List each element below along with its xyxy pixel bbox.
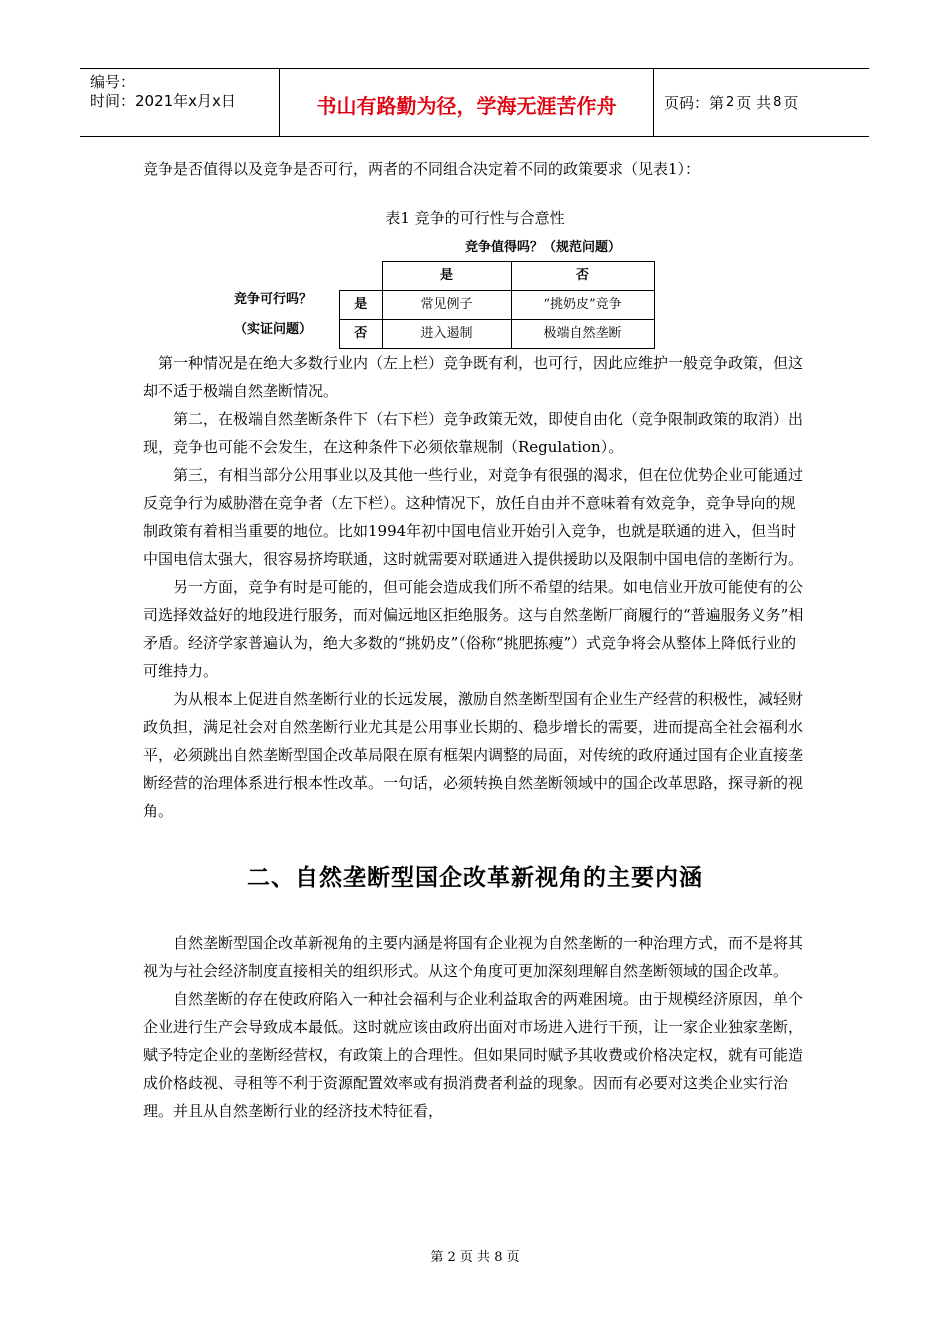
table-cell: 进入遏制 xyxy=(382,320,511,349)
document-body xyxy=(143,155,807,1125)
table-header-row xyxy=(340,262,655,291)
header-page-info xyxy=(654,69,869,136)
table-title: 表1 竞争的可行性与合意性 xyxy=(385,209,565,227)
table-row-caption-line2: （实证问题） xyxy=(233,322,312,337)
body-paragraph: 第三，有相当部分公用事业以及其他一些行业，对竞争有很强的渴求，但在位优势企业可能通过反竞争行为威胁潜在竞争者（左下栏）。这种情况下，放任自由并不意味着有效竞争，竞争导向的规制政策有着相当重要的地位。比如1994年初中国电信业开始引入竞争，也就是联通的进入，但当时中国电信太强大，很容易挤垮联通，这时就需要对联通进入提供援助以及限制中国电信的垄断行为。 xyxy=(143,466,804,568)
table-row-label: 是 xyxy=(340,291,383,320)
body-paragraph: 为从根本上促进自然垄断行业的长远发展，激励自然垄断型国有企业生产经营的积极性，减轻财政负担，满足社会对自然垄断行业尤其是公用事业长期的、稳步增长的需要，进而提高全社会福利水平，必须跳出自然垄断型国企改革局限在原有框架内调整的局面，对传统的政府通过国有企业直接垄断经营的治理体系进行根本性改革。一句话，必须转换自然垄断领域中的国企改革思路，探寻新的视角。 xyxy=(143,690,804,820)
table-grid xyxy=(339,261,655,349)
table-cell: “挑奶皮”竞争 xyxy=(511,291,654,320)
page-footer: 第 2 页 共 8 页 xyxy=(430,1250,520,1265)
intro-paragraph: 竞争是否值得以及竞争是否可行，两者的不同组合决定着不同的政策要求（见表1）： xyxy=(143,160,701,178)
header-motto: 书山有路勤为径，学海无涯苦作舟 xyxy=(280,69,654,136)
table-row-caption-line1: 竞争可行吗？ xyxy=(233,292,312,307)
page-prefix: 页码：第 xyxy=(664,94,725,112)
date-line: 时间：2021年x月x日 xyxy=(90,92,236,110)
table-col-yes: 是 xyxy=(382,262,511,291)
body-paragraph: 第二，在极端自然垄断条件下（右下栏）竞争政策无效，即使自由化（竞争限制政策的取消）出现，竞争也可能不会发生，在这种条件下必须依靠规制（Regulation）。 xyxy=(143,410,804,456)
body-paragraph: 另一方面，竞争有时是可能的，但可能会造成我们所不希望的结果。如电信业开放可能使有的公司选择效益好的地段进行服务，而对偏远地区拒绝服务。这与自然垄断厂商履行的“普遍服务义务”相矛盾。经济学家普遍认为，绝大多数的“挑奶皮”（俗称“挑肥拣瘦”）式竞争将会从整体上降低行业的可维持力。 xyxy=(143,578,804,680)
table-col-no: 否 xyxy=(511,262,654,291)
page-number: 2 xyxy=(726,95,735,110)
body-paragraph: 自然垄断的存在使政府陷入一种社会福利与企业利益取舍的两难困境。由于规模经济原因，单个企业进行生产会导致成本最低。这时就应该由政府出面对市场进入进行干预，让一家企业独家垄断，赋予特定企业的垄断经营权，有政策上的合理性。但如果同时赋予其收费或价格决定权，就有可能造成价格歧视、寻租等不利于资源配置效率或有损消费者利益的现象。因而有必要对这类企业实行治理。并且从自然垄断行业的经济技术特征看， xyxy=(143,990,804,1120)
table-corner-cell xyxy=(340,262,383,291)
page-suffix: 页 xyxy=(783,94,799,112)
table-cell: 极端自然垄断 xyxy=(511,320,654,349)
code-label: 编号： xyxy=(90,73,136,91)
table-column-caption: 竞争值得吗？（规范问题） xyxy=(464,240,621,255)
table-row xyxy=(340,320,655,349)
section-heading: 二、自然垄断型国企改革新视角的主要内涵 xyxy=(247,865,703,891)
competition-table xyxy=(143,239,807,341)
header-info-cell xyxy=(80,69,280,136)
table-row xyxy=(340,291,655,320)
body-paragraph: 第一种情况是在绝大多数行业内（左上栏）竞争既有利，也可行，因此应维护一般竞争政策，但这却不适于极端自然垄断情况。 xyxy=(143,354,804,400)
page-header xyxy=(80,68,869,137)
table-row-label: 否 xyxy=(340,320,383,349)
table-cell: 常见例子 xyxy=(382,291,511,320)
page-total: 8 xyxy=(773,95,782,110)
page-mid: 页 共 xyxy=(736,94,772,112)
body-paragraph: 自然垄断型国企改革新视角的主要内涵是将国有企业视为自然垄断的一种治理方式，而不是将其视为与社会经济制度直接相关的组织形式。从这个角度可更加深刻理解自然垄断领域的国企改革。 xyxy=(143,934,804,980)
